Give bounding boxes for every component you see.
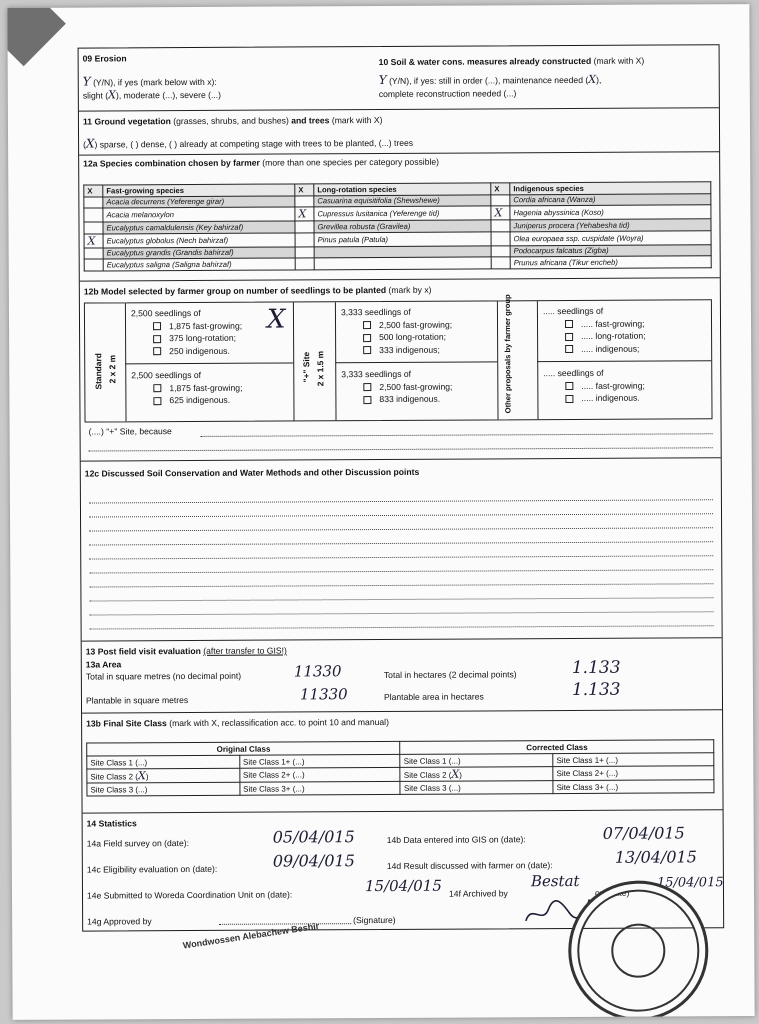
signature-label: (Signature)	[353, 914, 396, 926]
discussion-line[interactable]	[89, 527, 713, 531]
mark-cell	[84, 259, 103, 271]
signer-name-stamp: Wondwossen Alebachew Beshir	[182, 920, 320, 951]
mark-cell	[84, 208, 103, 222]
swc-title: 10 Soil & water cons. measures already constructed (mark with X)	[378, 55, 645, 68]
discussed-date[interactable]: 13/04/015	[614, 847, 697, 867]
site-class-option[interactable]: Site Class 2+ (...)	[239, 767, 400, 782]
final-class-row	[82, 709, 723, 813]
archived-on-label: on (date)	[594, 887, 630, 898]
option-item: 250 indigenous.	[131, 344, 242, 357]
archived-label: 14f Archived by	[448, 888, 508, 899]
erosion-yn-label: (Y/N), if yes (mark below with x):	[93, 76, 217, 88]
eligibility-date[interactable]: 09/04/015	[272, 851, 355, 871]
model-title: 12b Model selected by farmer group on number of seedlings to be planted (mark by x)	[83, 284, 432, 297]
erosion-degree-prefix: slight (	[82, 90, 109, 101]
species-cell: Juniperus procera (Yehabesha tid)	[510, 219, 711, 232]
site-class-option[interactable]: Site Class 3 (...)	[400, 781, 553, 795]
discussion-line[interactable]	[89, 499, 713, 503]
mark-cell	[295, 221, 314, 233]
plus-site-because: (....) "+" Site, because	[88, 426, 172, 437]
discussion-line[interactable]	[89, 513, 713, 517]
species-cell: Eucalyptus saligna (Saligna bahirzaf)	[103, 258, 295, 271]
swc-line2: complete reconstruction needed (...)	[378, 88, 517, 100]
discussion-line[interactable]	[90, 611, 714, 615]
field-survey-date[interactable]: 05/04/015	[272, 827, 355, 847]
site-class-option[interactable]: Site Class 3 (...)	[87, 782, 240, 796]
archived-date[interactable]: 15/04/015	[656, 875, 724, 891]
post-visit-row	[82, 637, 722, 713]
option-item: 833 indigenous.	[341, 393, 452, 406]
mark-cell	[491, 245, 510, 257]
because-line[interactable]	[201, 433, 713, 437]
corrected-class-mark: X	[451, 767, 460, 781]
checkbox[interactable]	[565, 320, 573, 328]
original-class-mark: X	[137, 769, 146, 783]
swc-maintenance-mark: X	[588, 72, 597, 86]
mark-cell: X	[491, 206, 510, 220]
mark-cell: X	[295, 207, 314, 221]
mark-cell	[84, 222, 103, 234]
species-title: 12a Species combination chosen by farmer (more than one species per category possible)	[83, 156, 440, 169]
original-class-header: Original Class	[87, 741, 401, 756]
site-class-option[interactable]: Site Class 1 (...)	[87, 755, 240, 769]
final-class-title: 13b Final Site Class (mark with X, reclassification acc. to point 10 and manual)	[86, 716, 389, 729]
plantable-ha-value[interactable]: 1.133	[571, 679, 621, 701]
species-header-x2: X	[295, 184, 314, 196]
gis-entry-label: 14b Data entered into GIS on (date):	[386, 834, 526, 845]
option-item: 500 long-rotation;	[341, 331, 452, 344]
discussion-title: 12c Discussed Soil Conservation and Water Methods and other Discussion points	[84, 466, 420, 479]
ground-vegetation-text: sparse, ( ) dense, ( ) already at competing stage with trees to be planted, (...) trees	[99, 137, 414, 150]
checkbox[interactable]	[363, 396, 371, 404]
erosion-degree-line	[83, 88, 221, 102]
species-cell: Grevillea robusta (Gravilea)	[314, 220, 491, 232]
discussion-line[interactable]	[90, 625, 714, 629]
species-row	[79, 151, 720, 281]
option-head: 2,500 seedlings of	[131, 369, 202, 381]
checkbox[interactable]	[565, 333, 573, 341]
total-ha-value[interactable]: 1.133	[571, 657, 621, 679]
site-class-table	[86, 739, 714, 796]
swc-line1-end: ),	[596, 74, 602, 85]
checkbox[interactable]	[153, 384, 161, 392]
ground-vegetation-title: 11 Ground vegetation (grasses, shrubs, and bushes) and trees (mark with X)	[82, 114, 383, 127]
ground-vegetation-options: (X) sparse, ( ) dense, ( ) already at competing stage with trees to be planted, (...) trees	[83, 136, 414, 151]
species-header-fast: Fast-growing species	[103, 184, 295, 197]
option-head: 2,500 seedlings of	[130, 307, 201, 319]
corrected-class-header: Corrected Class	[400, 740, 714, 755]
option-item: ..... fast-growing;	[543, 379, 645, 392]
discussion-line[interactable]	[89, 583, 713, 587]
species-cell: Hagenia abyssinica (Koso)	[510, 205, 711, 220]
option-item: 2,500 fast-growing;	[341, 380, 452, 393]
form-frame	[78, 44, 725, 931]
ground-vegetation-row	[79, 107, 719, 155]
checkbox[interactable]	[565, 395, 573, 403]
discussion-row	[81, 457, 722, 641]
species-cell: Cupressus lusitanica (Yeferenge tid)	[314, 206, 491, 221]
checkbox[interactable]	[363, 346, 371, 354]
erosion-title: 09 Erosion	[82, 53, 127, 64]
species-cell: Olea europaea ssp. cuspidate (Woyra)	[510, 230, 711, 245]
plantable-sqm-label: Plantable in square metres	[85, 695, 189, 706]
plus-option-b	[341, 368, 452, 406]
checkbox[interactable]	[153, 347, 161, 355]
mark-cell	[295, 246, 314, 258]
official-stamp	[568, 880, 709, 1020]
species-header-x3: X	[491, 183, 510, 195]
discussion-line[interactable]	[89, 569, 713, 573]
option-item: 625 indigenous.	[131, 394, 242, 407]
species-cell: Acacia decurrens (Yeferenge girar)	[103, 195, 295, 208]
site-class-2-original[interactable]: Site Class 2 (X)	[87, 768, 240, 783]
plantable-sqm-value[interactable]: 11330	[299, 685, 348, 704]
option-item: ..... indigenous;	[543, 342, 646, 355]
folded-corner	[7, 4, 66, 66]
option-item: 1,875 fast-growing;	[131, 381, 242, 394]
submitted-date[interactable]: 15/04/015	[364, 876, 442, 896]
total-sqm-value[interactable]: 11330	[293, 662, 342, 681]
species-header-long: Long-rotation species	[314, 183, 491, 195]
species-cell: Casuarina equisitifolia (Shewshewe)	[314, 194, 491, 206]
option-head: 3,333 seedlings of	[341, 368, 412, 380]
checkbox[interactable]	[565, 382, 573, 390]
mark-cell	[491, 231, 510, 245]
other-proposals-label: Other proposals by farmer group	[502, 294, 513, 414]
model-row	[80, 277, 721, 461]
site-class-option[interactable]: Site Class 1+ (...)	[553, 753, 714, 767]
site-class-option[interactable]: Site Class 2+ (...)	[553, 766, 714, 781]
option-item: ..... long-rotation;	[543, 330, 646, 343]
total-sqm-label: Total in square metres (no decimal point)	[85, 670, 242, 682]
species-cell: Podocarpus falcatus (Zigba)	[510, 244, 711, 257]
site-class-option[interactable]: Site Class 3+ (...)	[240, 781, 401, 795]
species-header-indigenous: Indigenous species	[510, 182, 711, 195]
mark-cell	[491, 220, 510, 232]
standard-option-b	[131, 369, 242, 407]
discussion-line[interactable]	[89, 597, 713, 601]
mark-cell: X	[84, 233, 103, 247]
post-visit-title: 13 Post field visit evaluation (after transfer to GIS!)	[85, 645, 287, 657]
erosion-degree-suffix: ), moderate (...), severe (...)	[115, 89, 222, 101]
option-head: ..... seedlings of	[543, 367, 604, 379]
discussion-line[interactable]	[89, 555, 713, 559]
area-title: 13a Area	[85, 659, 122, 670]
mark-cell	[491, 257, 510, 269]
species-cell: Acacia melanoxylon	[103, 207, 295, 222]
mark-cell	[84, 247, 103, 259]
option-item: 2,500 fast-growing;	[341, 318, 452, 331]
erosion-yn-value: Y	[82, 74, 91, 89]
species-header-x1: X	[84, 185, 103, 197]
option-head: 3,333 seedlings of	[340, 306, 411, 318]
species-cell	[314, 257, 491, 269]
mark-cell	[295, 232, 314, 246]
standard-option-a	[131, 307, 242, 358]
plus-option-a	[341, 306, 452, 357]
other-option-b	[543, 367, 645, 405]
species-table	[83, 181, 711, 271]
checkbox[interactable]	[153, 322, 161, 330]
site-class-option[interactable]: Site Class 1+ (...)	[239, 754, 400, 768]
discussed-label: 14d Result discussed with farmer on (date):	[386, 860, 553, 871]
archived-by-value[interactable]: Bestat	[530, 871, 580, 891]
checkbox[interactable]	[565, 345, 573, 353]
model-grid	[84, 294, 713, 422]
mark-cell	[295, 258, 314, 270]
species-cell	[314, 245, 491, 257]
standard-label: Standard	[93, 353, 104, 390]
checkbox[interactable]	[363, 321, 371, 329]
statistics-title: 14 Statistics	[86, 818, 137, 829]
standard-option-a-mark: X	[266, 304, 286, 335]
total-ha-label: Total in hectares (2 decimal points)	[383, 669, 517, 680]
species-row-6	[84, 256, 711, 271]
eligibility-label: 14c Eligibility evaluation on (date):	[86, 863, 218, 875]
checkbox[interactable]	[153, 397, 161, 405]
checkbox[interactable]	[363, 334, 371, 342]
species-cell: Eucalyptus camaldulensis (Key bahirzaf)	[103, 221, 295, 234]
because-line-2[interactable]	[89, 447, 713, 451]
checkbox[interactable]	[363, 383, 371, 391]
mark-cell	[84, 196, 103, 208]
mark-cell	[295, 195, 314, 207]
erosion-slight-mark: X	[108, 88, 117, 102]
species-cell: Prunus africana (Tikur encheb)	[510, 256, 711, 269]
swc-line1	[379, 72, 602, 87]
erosion-yn-line	[83, 74, 217, 89]
sparse-mark: X	[85, 136, 95, 151]
discussion-line[interactable]	[89, 541, 713, 545]
approved-label: 14g Approved by	[87, 916, 152, 927]
site-class-option[interactable]: Site Class 1 (...)	[400, 754, 553, 768]
checkbox[interactable]	[153, 335, 161, 343]
swc-yn-value: Y	[378, 72, 387, 88]
species-cell: Eucalyptus grandis (Grandis bahirzaf)	[103, 246, 295, 259]
site-class-2-corrected[interactable]: Site Class 2 (X)	[400, 767, 553, 782]
option-item: 1,875 fast-growing;	[131, 319, 242, 332]
species-cell: Cordia africana (Wanza)	[510, 193, 711, 206]
plus-site-dim: 2 x 1.5 m	[315, 350, 326, 387]
stamp-inner-seal	[611, 924, 665, 978]
submitted-label: 14e Submitted to Woreda Coordination Unit on (date):	[86, 889, 293, 901]
scanned-form-page	[7, 4, 754, 1020]
option-head: ..... seedlings of	[542, 305, 604, 317]
site-class-option[interactable]: Site Class 3+ (...)	[553, 780, 714, 794]
species-cell: Pinus patula (Patula)	[314, 231, 491, 246]
mark-cell	[491, 194, 510, 206]
field-survey-label: 14a Field survey on (date):	[86, 838, 189, 849]
option-item: ..... indigenous.	[543, 392, 645, 405]
plus-site-label: "+" Site	[301, 351, 312, 383]
species-cell: Eucalyptus globolus (Nech bahirzaf)	[103, 232, 295, 247]
standard-dim: 2 x 2 m	[107, 354, 118, 384]
gis-entry-date[interactable]: 07/04/015	[602, 823, 685, 843]
plantable-ha-label: Plantable area in hectares	[383, 691, 484, 702]
option-item: 375 long-rotation;	[131, 332, 242, 345]
erosion-row	[79, 45, 719, 111]
option-item: ..... fast-growing;	[543, 317, 646, 330]
swc-yn-label: (Y/N), if yes: still in order (...), maintenance needed (	[389, 74, 589, 86]
site-class-row-3	[87, 780, 714, 796]
option-item: 333 indigenous;	[341, 343, 452, 356]
other-option-a	[543, 305, 646, 356]
